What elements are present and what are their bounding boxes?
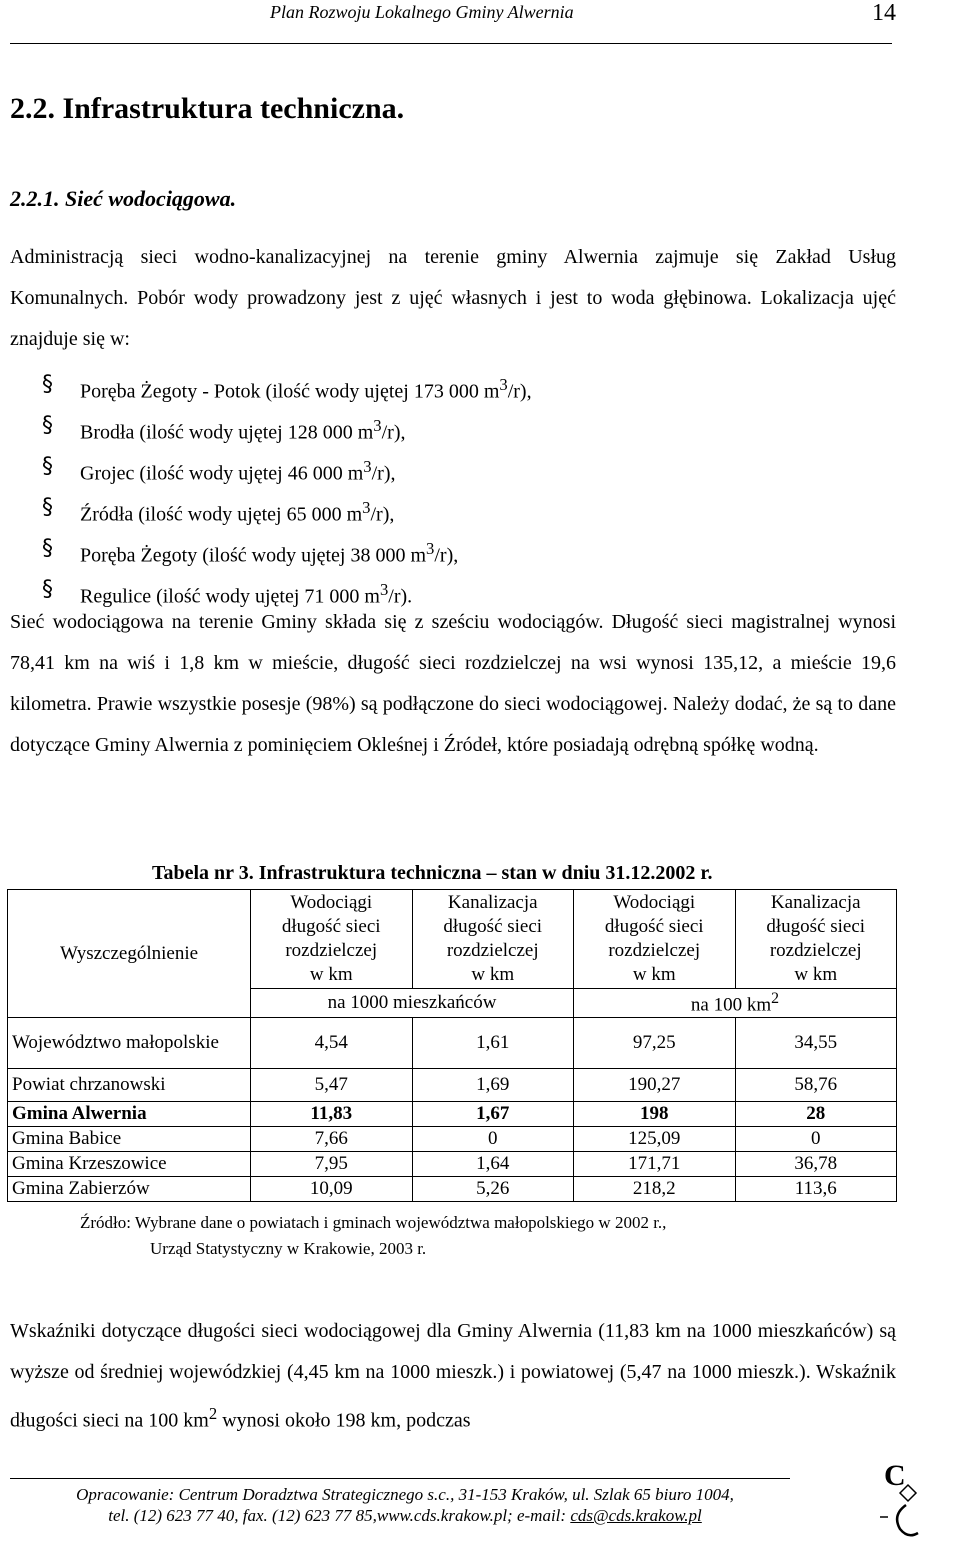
table-cell: 7,66 [251, 1127, 413, 1152]
table-cell: 4,54 [251, 1018, 413, 1069]
row-label: Gmina Zabierzów [8, 1177, 251, 1202]
table-cell: 1,61 [412, 1018, 574, 1069]
table-row [8, 1018, 897, 1069]
table-cell: 36,78 [735, 1152, 897, 1177]
table-row [8, 1102, 897, 1127]
table-row [8, 1127, 897, 1152]
infrastructure-table [7, 889, 897, 1202]
footer [10, 1484, 800, 1526]
table-cell: 198 [574, 1102, 736, 1127]
table-header-row [8, 890, 897, 989]
list-item: § Brodła (ilość wody ujętej 128 000 $m^3/r$), [42, 405, 532, 446]
table-cell: 1,67 [412, 1102, 574, 1127]
table-cell: 11,83 [251, 1102, 413, 1127]
table-cell: 218,2 [574, 1177, 736, 1202]
table-cell: 171,71 [574, 1152, 736, 1177]
logo-letter: C [884, 1459, 906, 1492]
section-sign-bullet-icon: § [42, 413, 53, 438]
row-label: Powiat chrzanowski [8, 1069, 251, 1102]
table-cell: 10,09 [251, 1177, 413, 1202]
list-item: § Poręba Żegoty - Potok (ilość wody ujętej 173 000 $m^3/r$), [42, 364, 532, 405]
section-sign-bullet-icon: § [42, 454, 53, 479]
row-label: Gmina Babice [8, 1127, 251, 1152]
table-source-note: Źródło: Wybrane dane o powiatach i gminach województwa małopolskiego w 2002 r., Urząd Statystyczny w Krakowie, 2003 r. [80, 1213, 667, 1258]
table-cell: 125,09 [574, 1127, 736, 1152]
group-header-per-1000-residents: na 1000 mieszkańców [251, 989, 574, 1018]
table-row [8, 1069, 897, 1102]
table-cell: 113,6 [735, 1177, 897, 1202]
table-body [8, 1018, 897, 1202]
footer-email-link[interactable]: cds@cds.krakow.pl [570, 1506, 702, 1525]
header-divider [10, 43, 892, 44]
column-header: Kanalizacja długość sieci rozdzielczej w km [412, 890, 574, 989]
list-item: § Źródła (ilość wody ujętej 65 000 $m^3/r$), [42, 487, 532, 528]
column-header: Wodociągi długość sieci rozdzielczej w km [574, 890, 736, 989]
section-sign-bullet-icon: § [42, 495, 53, 520]
column-header: Wodociągi długość sieci rozdzielczej w km [251, 890, 413, 989]
intake-list [42, 364, 532, 610]
cds-logo-icon [870, 1455, 930, 1541]
table-cell: 5,47 [251, 1069, 413, 1102]
footer-divider [10, 1478, 790, 1479]
section-sign-bullet-icon: § [42, 372, 53, 397]
list-item: § Poręba Żegoty (ilość wody ujętej 38 000 $m^3/r$), [42, 528, 532, 569]
table-cell: 5,26 [412, 1177, 574, 1202]
table-caption: Tabela nr 3. Infrastruktura techniczna – stan w dniu 31.12.2002 r. [152, 862, 713, 884]
table-cell: 0 [412, 1127, 574, 1152]
row-label: Gmina Krzeszowice [8, 1152, 251, 1177]
table-cell: 1,69 [412, 1069, 574, 1102]
table-cell: 0 [735, 1127, 897, 1152]
table-row [8, 1152, 897, 1177]
intro-paragraph: Administracją sieci wodno-kanalizacyjnej na terenie gminy Alwernia zajmuje się Zakład Usług Komunalnych. Pobór wody prowadzony jest z ujęć własnych i jest to woda głębinowa. Lokalizacja ujęć znajduje się w: [10, 246, 896, 350]
table-cell: 34,55 [735, 1018, 897, 1069]
subsection-title: 2.2.1. Sieć wodociągowa. [10, 186, 237, 211]
network-paragraph: Sieć wodociągowa na terenie Gminy składa się z sześciu wodociągów. Długość sieci magistralnej wynosi 78,41 km na wiś i 1,8 km w mieście, długość sieci rozdzielczej na wsi wynosi 135,12, a mieście 19,6 kilometra. Prawie wszystkie posesje (98%) są podłączone do sieci wodociągowej. Należy dodać, że są to dane dotyczące Gminy Alwernia z pominięciem Okleśnej i Źródeł, które posiadają odrębną spółkę wodną. [10, 611, 896, 756]
group-header-per-100-km2: na 100 $km^2$ [574, 989, 897, 1018]
table-cell: 7,95 [251, 1152, 413, 1177]
list-item: § Regulice (ilość wody ujętej 71 000 $m^3/r$). [42, 569, 532, 610]
footer-address: Opracowanie: Centrum Doradztwa Strategicznego s.c., 31-153 Kraków, ul. Szlak 65 biuro 1004, [76, 1485, 734, 1504]
table-cell: 190,27 [574, 1069, 736, 1102]
column-header: Kanalizacja długość sieci rozdzielczej w km [735, 890, 897, 989]
page-number: 14 [872, 0, 896, 26]
section-sign-bullet-icon: § [42, 536, 53, 561]
row-header-cell: Wyszczególnienie [8, 890, 251, 1018]
closing-paragraph: Wskaźniki dotyczące długości sieci wodociągowej dla Gminy Alwernia (11,83 km na 1000 mieszkańców) są wyższe od średniej wojewódzkiej (4,45 km na 1000 mieszk.) i powiatowej (5,47 na 1000 mieszk.). Wskaźnik długości sieci na 100 $km^2$ wynosi około 198 km, podczas [10, 1320, 896, 1432]
list-item: § Grojec (ilość wody ujętej 46 000 $m^3/r$), [42, 446, 532, 487]
table-cell: 58,76 [735, 1069, 897, 1102]
row-label: Województwo małopolskie [8, 1018, 251, 1069]
table-cell: 1,64 [412, 1152, 574, 1177]
running-header-title: Plan Rozwoju Lokalnego Gminy Alwernia [270, 2, 574, 22]
footer-contact: tel. (12) 623 77 40, fax. (12) 623 77 85,www.cds.krakow.pl; e-mail: cds@cds.krakow.pl [108, 1506, 702, 1525]
row-label: Gmina Alwernia [8, 1102, 251, 1127]
section-sign-bullet-icon: § [42, 577, 53, 602]
section-title: 2.2. Infrastruktura techniczna. [10, 92, 405, 125]
table-cell: 97,25 [574, 1018, 736, 1069]
table-cell: 28 [735, 1102, 897, 1127]
table-row [8, 1177, 897, 1202]
